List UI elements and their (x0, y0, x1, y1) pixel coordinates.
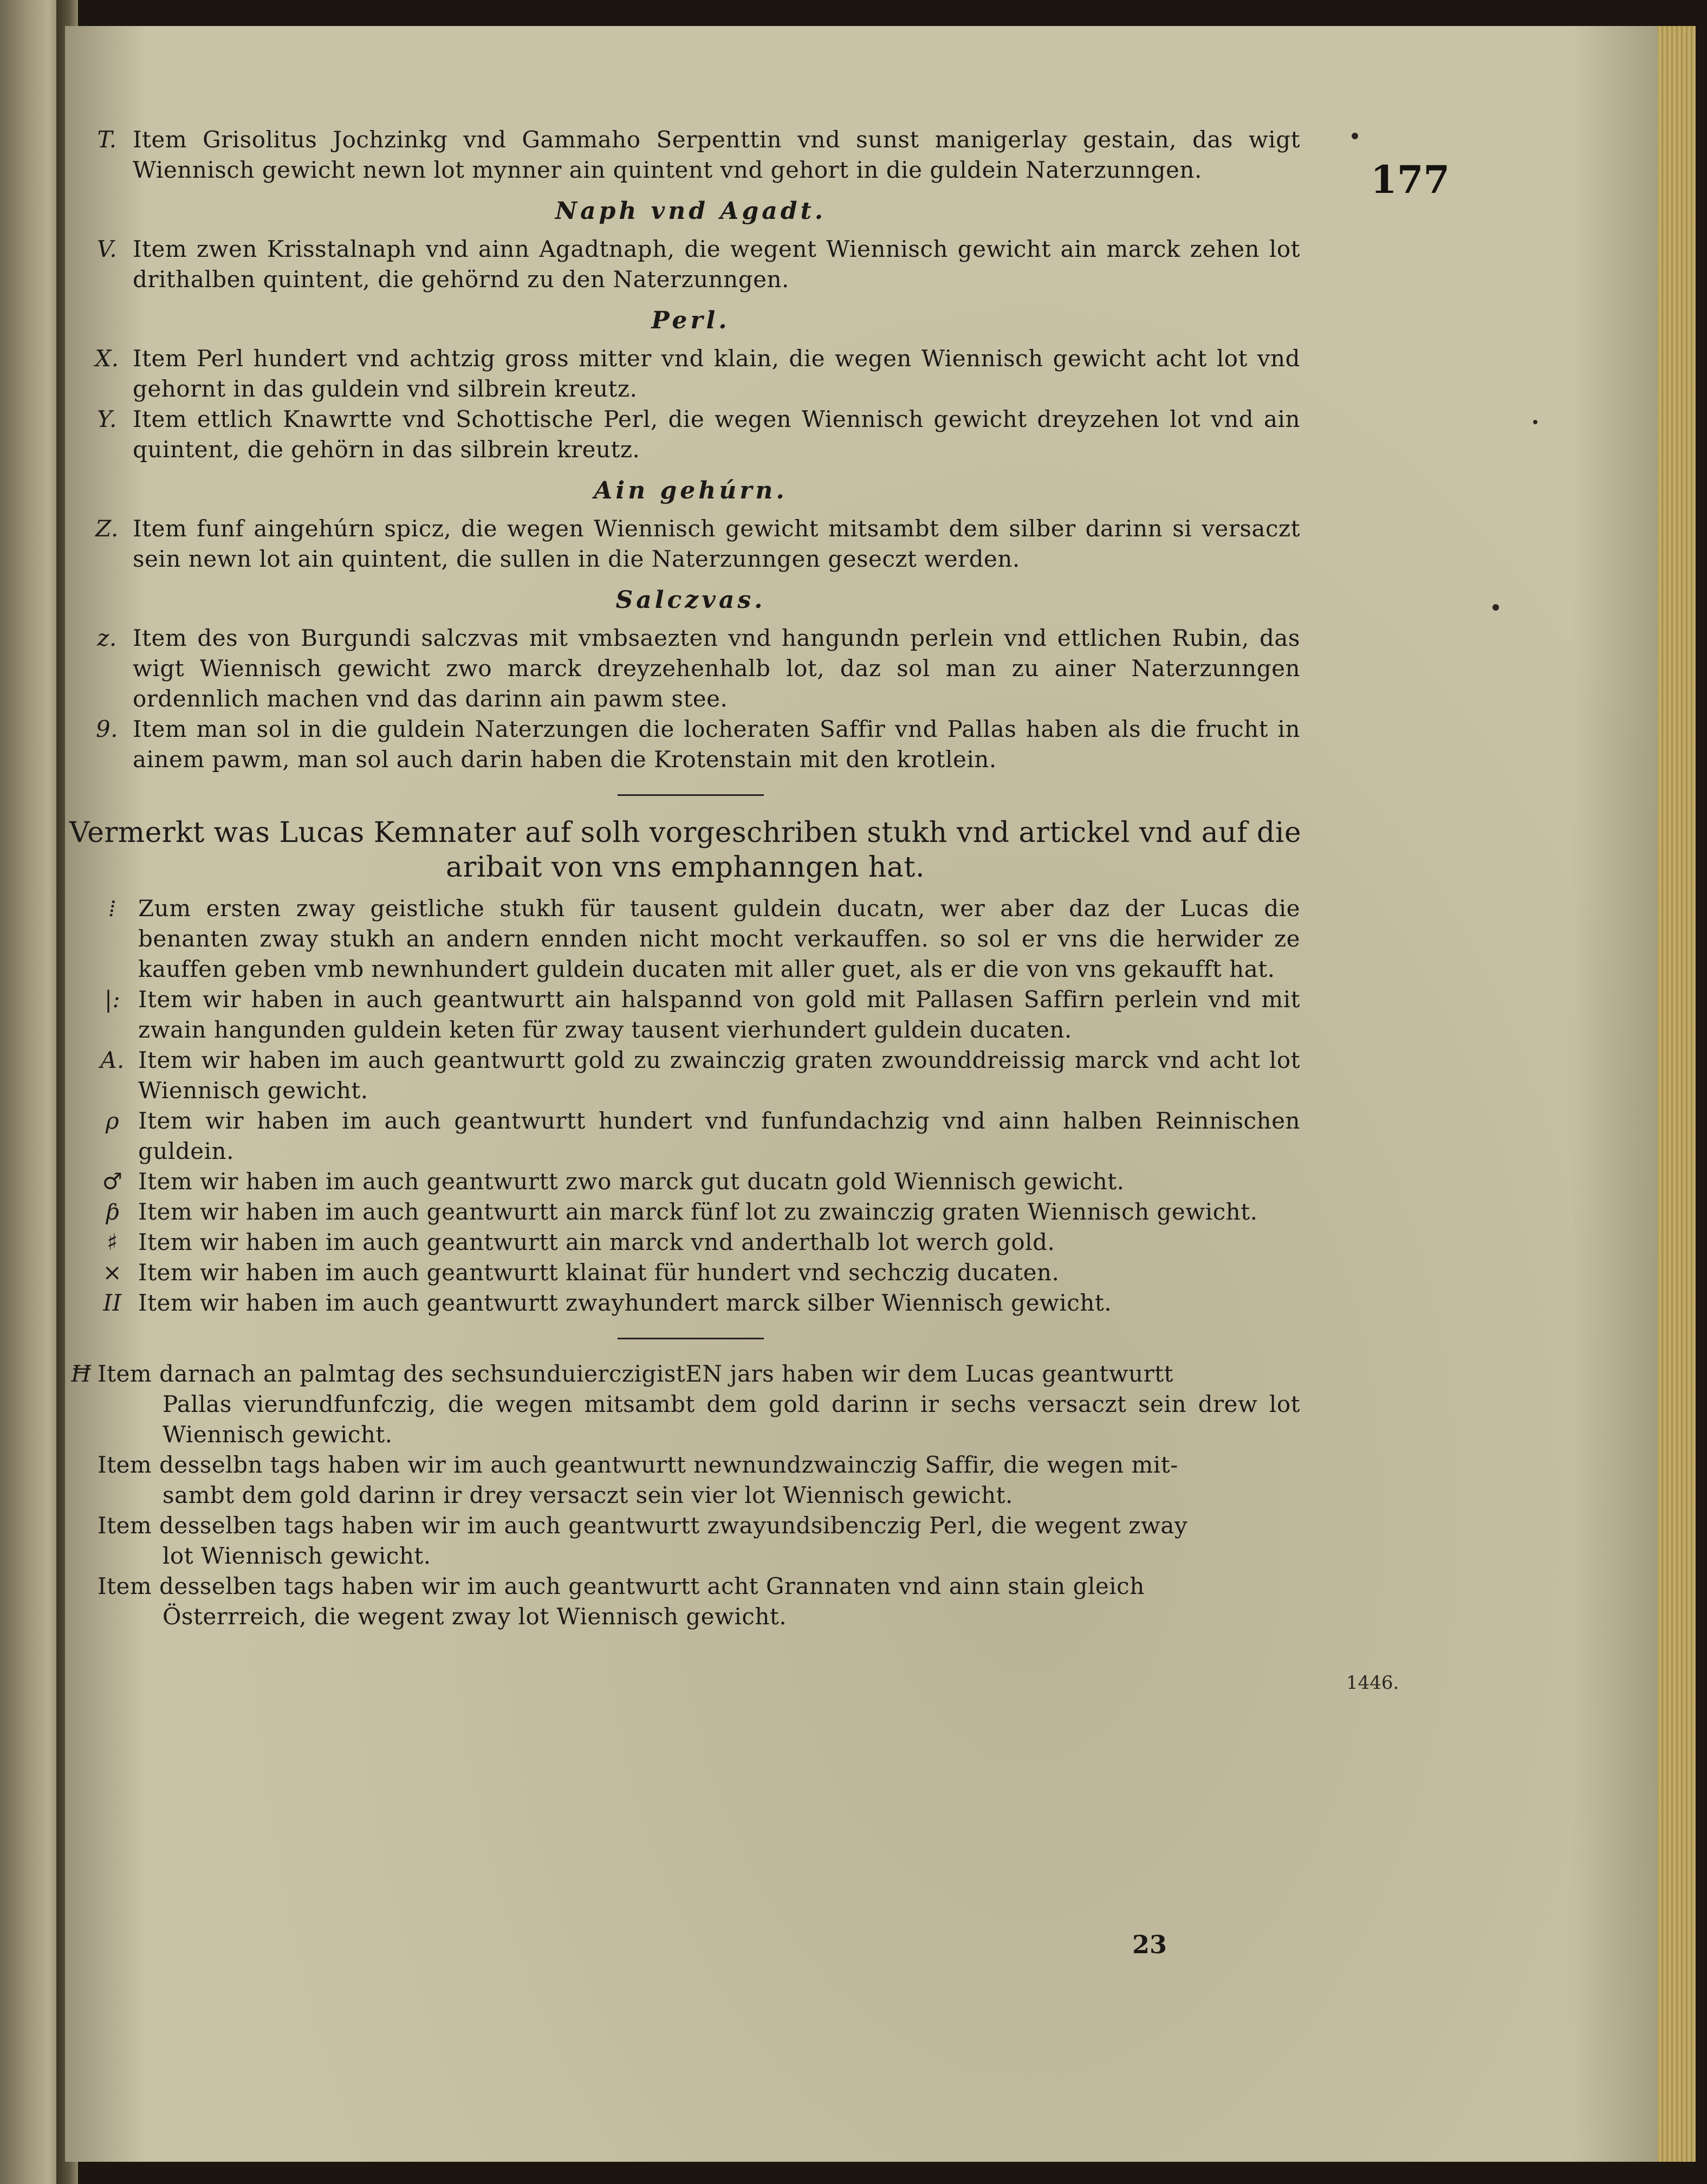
entry-mark: Y. (97, 406, 117, 432)
entry-first-line: Item desselbn tags haben wir im auch geantwurtt newnundzwainczig Saffir, die wegen mit- (98, 1451, 1178, 1478)
entry-mark: Ħ (71, 1360, 92, 1387)
entry-text: Item wir haben im auch geantwurtt zwo marck gut ducatn gold Wiennisch gewicht. (138, 1168, 1125, 1195)
entry-mark: II (103, 1289, 122, 1316)
list-item (87, 1166, 1300, 1197)
list-item (87, 984, 1300, 1045)
entry-text: Item des von Burgundi salczvas mit vmbsaezten vnd hangundn perlein vnd ettlichen Rubin, das wigt Wiennisch gewicht zwo marck dreyzehenhalb lot, daz sol man zu ainer Naterzunngen ordennlich machen vnd das darinn ain pawm stee. (133, 625, 1300, 712)
entry-mark: A. (100, 1047, 125, 1073)
entry-v (81, 234, 1300, 295)
section-title-naph: Naph vnd Agadt. (555, 197, 827, 225)
entry-mark: 9. (95, 716, 119, 742)
same-day-entry (98, 1450, 1300, 1511)
list-item (87, 1288, 1300, 1318)
entry-text: Zum ersten zway geistliche stukh für tausent guldein ducatn, wer aber daz der Lucas die benanten zway stukh an andern ennden nicht mocht verkauffen. so sol er vns die herwider ze kauffen geben vmb newnhundert guldein ducaten mit aller guet, als er die von vns gekaufft hat. (138, 895, 1300, 982)
paper-speck (1533, 420, 1537, 424)
entry-first-line: Item darnach an palmtag des sechsunduierczigistEN jars haben wir dem Lucas geantwurtt (98, 1360, 1173, 1387)
entry-mark: T. (97, 126, 117, 153)
section-divider (618, 794, 764, 796)
list-item (87, 1258, 1300, 1288)
entry-text: Item Grisolitus Jochzinkg vnd Gammaho Serpenttin vnd sunst manigerlay gestain, das wigt Wiennisch gewicht newn lot mynner ain quintent vnd gehort in die guldein Naterzunngen. (133, 126, 1300, 183)
entry-continuation: lot Wiennisch gewicht. (163, 1543, 431, 1569)
entry-continuation: Pallas vierundfunfczig, die wegen mitsambt dem gold darinn ir sechs versaczt sein drew lot Wiennisch gewicht. (163, 1391, 1300, 1448)
entry-text: Item wir haben im auch geantwurtt klainat für hundert vnd sechczig ducaten. (138, 1259, 1060, 1286)
page-stack-edge (1658, 26, 1696, 2162)
same-day-entry (98, 1511, 1300, 1571)
entry-text: Item wir haben im auch geantwurtt gold zu zwainczig graten zwounddreissig marck vnd acht lot Wiennisch gewicht. (138, 1047, 1300, 1104)
entry-mark: V. (96, 236, 118, 262)
entry-text: Item wir haben im auch geantwurtt hundert vnd funfundachzig vnd ainn halben Reinnischen guldein. (138, 1107, 1300, 1164)
entry-mark: X. (95, 345, 119, 372)
paper-speck (1352, 133, 1358, 139)
list-item (87, 893, 1300, 984)
list-item (87, 1045, 1300, 1106)
previous-page-edge (0, 0, 61, 2184)
entry-text: Item wir haben im auch geantwurtt ain marck fünf lot zu zwainczig graten Wiennisch gewicht. (138, 1198, 1258, 1225)
page-content (69, 125, 1302, 1632)
entry-text: Item Perl hundert vnd achtzig gross mitter vnd klain, die wegen Wiennisch gewicht acht lot vnd gehornt in das guldein vnd silbrein kreutz. (133, 345, 1300, 402)
page-number: 177 (1371, 157, 1450, 202)
entry-mark: |: (104, 986, 121, 1013)
section-title-gehurn: Ain gehúrn. (594, 477, 788, 504)
entry-mark: z. (97, 625, 117, 651)
received-items-list (87, 893, 1300, 1318)
entry-text: Item funf aingehúrn spicz, die wegen Wiennisch gewicht mitsambt dem silber darinn si versaczt sein newn lot ain quintent, die sullen in die Naterzunngen geseczt werden. (133, 515, 1300, 572)
entry-first-line: Item desselben tags haben wir im auch geantwurtt zwayundsibenczig Perl, die wegent zway (98, 1512, 1188, 1539)
entry-text: Item man sol in die guldein Naterzungen die locheraten Saffir vnd Pallas haben als die frucht in ainem pawm, man sol auch darin haben die Krotenstain mit den krotlein. (133, 716, 1300, 773)
entry-9 (81, 714, 1300, 775)
list-item (87, 1197, 1300, 1227)
entry-x (81, 344, 1300, 404)
entry-z-small (81, 623, 1300, 714)
entry-mark: ƥ (105, 1198, 120, 1225)
signature-mark: 23 (1132, 1930, 1167, 1959)
list-item (87, 1227, 1300, 1258)
entry-text: Item wir haben in auch geantwurtt ain halspannd von gold mit Pallasen Saffirn perlein vnd mit zwain hangunden guldein keten für zway tausent vierhundert guldein ducaten. (138, 986, 1300, 1043)
same-day-entry (98, 1571, 1300, 1632)
entry-mark: Z. (95, 515, 119, 542)
entry-text: Item zwen Krisstalnaph vnd ainn Agadtnaph, die wegent Wiennisch gewicht ain marck zehen lot drithalben quintent, die gehörnd zu den Naterzunngen. (133, 236, 1300, 293)
document-heading: Vermerkt was Lucas Kemnater auf solh vorgeschriben stukh vnd artickel vnd auf die aribait von vns emphanngen hat. (69, 816, 1302, 884)
entry-text: Item ettlich Knawrtte vnd Schottische Perl, die wegen Wiennisch gewicht dreyzehen lot vnd ain quintent, die gehörn in das silbrein kreutz. (133, 406, 1300, 463)
section-divider (618, 1338, 764, 1339)
entry-t (81, 125, 1300, 185)
entry-mark: ♂ (102, 1168, 123, 1195)
list-item (87, 1106, 1300, 1166)
entry-z (81, 514, 1300, 574)
entry-y (81, 404, 1300, 465)
palm-sunday-entry (65, 1359, 1300, 1450)
section-title-salczvas: Salczvas. (615, 586, 766, 614)
entry-continuation: sambt dem gold darinn ir drey versaczt sein vier lot Wiennisch gewicht. (163, 1482, 1013, 1508)
entry-continuation: Österrreich, die wegent zway lot Wiennisch gewicht. (163, 1603, 787, 1630)
section-title-perl: Perl. (651, 307, 730, 334)
entry-first-line: Item desselben tags haben wir im auch geantwurtt acht Grannaten vnd ainn stain gleich (98, 1573, 1145, 1599)
entry-mark: ♯ (107, 1229, 118, 1255)
margin-year-note: 1446. (1346, 1672, 1399, 1694)
entry-mark: ⁞ (108, 895, 116, 922)
entry-mark: × (102, 1259, 122, 1286)
entry-text: Item wir haben im auch geantwurtt ain marck vnd anderthalb lot werch gold. (138, 1229, 1055, 1255)
entry-text: Item wir haben im auch geantwurtt zwayhundert marck silber Wiennisch gewicht. (138, 1289, 1112, 1316)
paper-speck (1492, 604, 1499, 611)
entry-mark: ρ (105, 1107, 120, 1134)
